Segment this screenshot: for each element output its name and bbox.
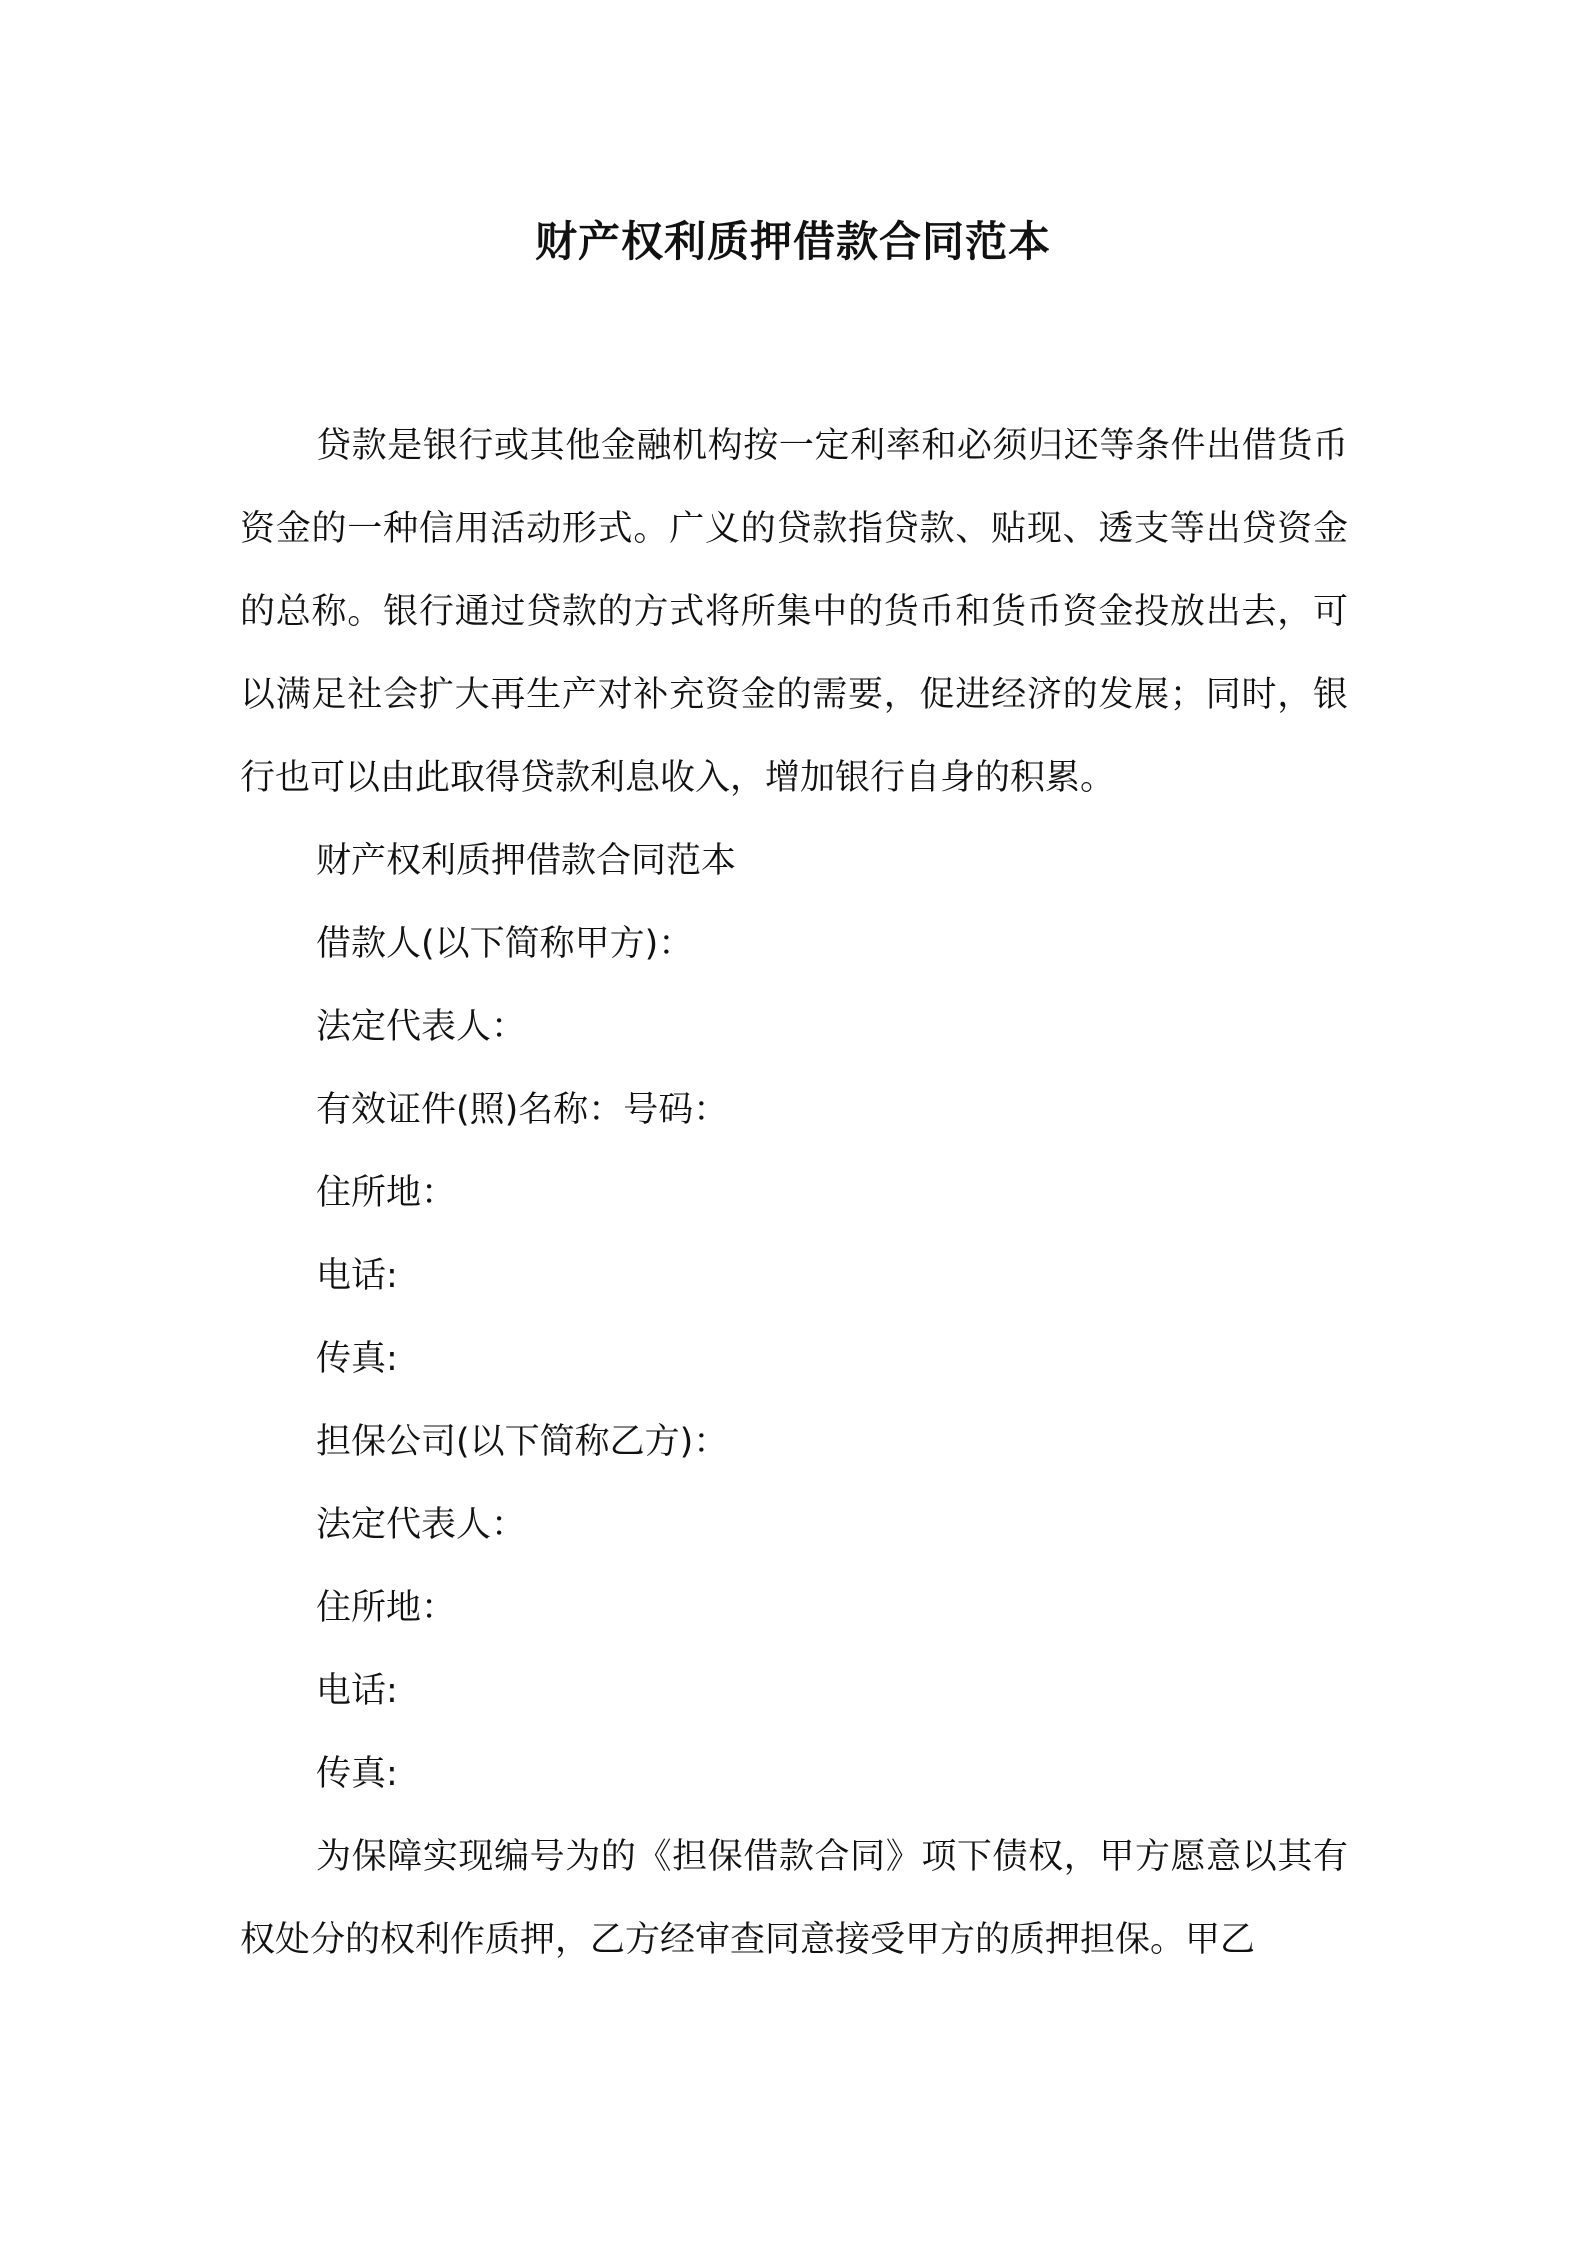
borrower-phone: 电话: [316,1256,398,1296]
borrower-id-doc: 有效证件(照)名称：号码： [316,1090,729,1130]
guarantor-heading: 担保公司(以下简称乙方)： [316,1422,729,1462]
contract-subtitle: 财产权利质押借款合同范本 [316,841,737,881]
borrower-heading: 借款人(以下简称甲方)： [316,924,694,964]
guarantor-fax: 传真: [316,1754,398,1794]
document-body [240,405,1348,1982]
closing-paragraph: 为保障实现编号为的《担保借款合同》项下债权，甲方愿意以其有权处分的权利作质押，乙方经审查同意接受甲方的质押担保。甲乙 [240,1837,1348,1960]
guarantor-legal-rep: 法定代表人： [316,1505,527,1545]
document-title: 财产权利质押借款合同范本 [534,217,1051,266]
intro-paragraph: 贷款是银行或其他金融机构按一定利率和必须归还等条件出借货币资金的一种信用活动形式。广义的贷款指贷款、贴现、透支等出贷资金的总称。银行通过贷款的方式将所集中的货币和货币资金投放出去，可以满足社会扩大再生产对补充资金的需要，促进经济的发展；同时，银行也可以由此取得贷款利息收入，增加银行自身的积累。 [240,426,1348,798]
borrower-fax: 传真: [316,1339,398,1379]
borrower-address: 住所地： [316,1173,457,1213]
borrower-legal-rep: 法定代表人： [316,1007,527,1047]
guarantor-phone: 电话: [316,1671,398,1711]
guarantor-address: 住所地： [316,1588,457,1628]
